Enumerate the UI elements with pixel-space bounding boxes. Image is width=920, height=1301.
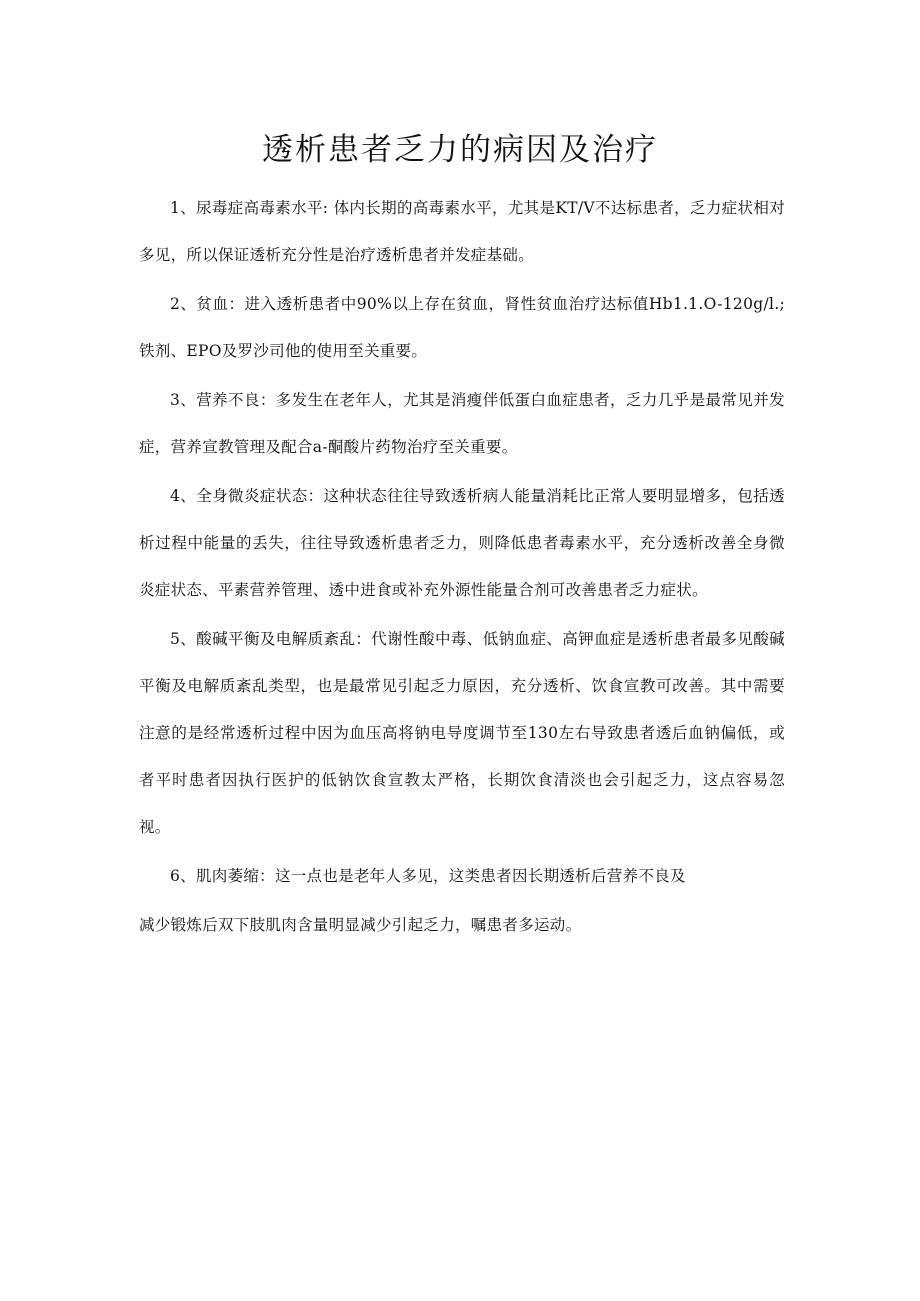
paragraph-uremia: 1、尿毒症高毒素水平: 体内长期的高毒素水平，尤其是KT/V不达标患者，乏力症状相对多见，所以保证透析充分性是治疗透析患者并发症基础。 bbox=[139, 199, 785, 264]
paragraph-muscle-atrophy: 6、肌肉萎缩：这一点也是老年人多见，这类患者因长期透析后营养不良及 bbox=[170, 867, 686, 885]
paragraph-microinflammation: 4、全身微炎症状态：这种状态往往导致透析病人能量消耗比正常人要明显增多，包括透析过程中能量的丢失，往往导致透析患者乏力，则降低患者毒素水平，充分透析改善全身微炎症状态、平素营养管理、透中进食或补充外源性能量合剂可改善患者乏力症状。 bbox=[139, 487, 785, 599]
paragraph-muscle-atrophy-continued: 减少锻炼后双下肢肌肉含量明显减少引起乏力，嘱患者多运动。 bbox=[139, 916, 582, 934]
paragraph-anemia: 2、贫血：进入透析患者中90%以上存在贫血，肾性贫血治疗达标值Hb1.1.O-120g/l.;铁剂、EPO及罗沙司他的使用至关重要。 bbox=[139, 295, 785, 360]
document-title: 透析患者乏力的病因及治疗 bbox=[262, 132, 658, 168]
paragraph-malnutrition: 3、营养不良：多发生在老年人，尤其是消瘦伴低蛋白血症患者，乏力几乎是最常见并发症，营养宣教管理及配合a-酮酸片药物治疗至关重要。 bbox=[139, 391, 785, 456]
paragraph-acid-base-electrolyte: 5、酸碱平衡及电解质紊乱：代谢性酸中毒、低钠血症、高钾血症是透析患者最多见酸碱平衡及电解质紊乱类型，也是最常见引起乏力原因，充分透析、饮食宣教可改善。其中需要注意的是经常透析过程中因为血压高将钠电导度调节至130左右导致患者透后血钠偏低，或者平时患者因执行医护的低钠饮食宣教太严格，长期饮食清淡也会引起乏力，这点容易忽视。 bbox=[139, 630, 785, 836]
document-body bbox=[139, 185, 785, 951]
